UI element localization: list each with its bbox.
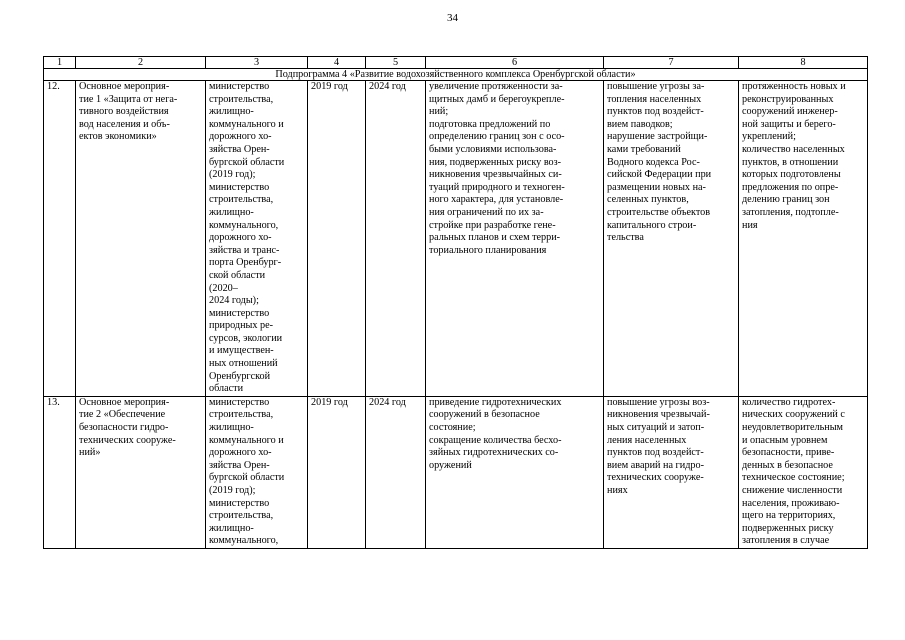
- cell-line: щитных дамб и берегоукрепле-: [429, 93, 565, 105]
- page-number: 34: [447, 12, 458, 24]
- cell-line: Водного кодекса Рос-: [607, 156, 700, 168]
- cell-line: тельства: [607, 232, 644, 244]
- cell-line: вием паводков;: [607, 118, 673, 130]
- row-number: 13.: [44, 396, 76, 548]
- cell-line: коммунального и: [209, 434, 284, 446]
- cell-line: ний;: [429, 106, 449, 118]
- column-number: 2: [76, 57, 206, 69]
- cell-line: природных ре-: [209, 320, 274, 332]
- cell-line: ториального планирования: [429, 244, 547, 256]
- cell-line: коммунального и: [209, 118, 284, 130]
- column-number: 5: [366, 57, 426, 69]
- cell-line: ных отношений: [209, 358, 278, 370]
- cell-line: делению границ зон: [742, 194, 830, 206]
- cell-line: количество гидротех-: [742, 396, 836, 408]
- cell-line: технических сооруже-: [79, 434, 176, 446]
- cell-line: пунктов под воздейст-: [607, 447, 704, 459]
- cell-line: протяженность новых и: [742, 81, 846, 92]
- cell-line: никновения чрезвычай-: [607, 409, 710, 421]
- cell-line: 2024 годы);: [209, 295, 259, 307]
- cell-line: снижение численности: [742, 485, 843, 496]
- cell-line: оружений: [429, 459, 472, 471]
- column-number: 6: [426, 57, 604, 69]
- column-number: 4: [308, 57, 366, 69]
- cell-line: нарушение застройщи-: [607, 131, 708, 143]
- cell-line: ния ограничений по их за-: [429, 206, 544, 218]
- cell-line: ектов экономики»: [79, 131, 157, 143]
- start-year-cell: 2019 год: [308, 396, 366, 548]
- cell-line: подготовка предложений по: [429, 118, 551, 130]
- expected-result-cell: [426, 81, 604, 397]
- cell-line: министерство: [209, 396, 270, 408]
- cell-line: ного характера, для установле-: [429, 194, 564, 206]
- cell-line: туаций природного и техноген-: [429, 181, 565, 193]
- column-number: 7: [604, 57, 739, 69]
- cell-line: тие 1 «Защита от нега-: [79, 93, 178, 105]
- cell-line: увеличение протяженности за-: [429, 81, 563, 92]
- column-number: 3: [206, 57, 308, 69]
- cell-line: коммунального,: [209, 535, 279, 547]
- cell-line: капитального строи-: [607, 219, 697, 231]
- cell-line: селенных пунктов,: [607, 194, 689, 206]
- consequences-cell: [604, 81, 739, 397]
- table-row: [44, 81, 868, 397]
- cell-line: ных ситуаций и затоп-: [607, 422, 705, 434]
- cell-line: жилищно-: [209, 106, 254, 118]
- cell-line: строительства,: [209, 93, 274, 105]
- cell-line: неудовлетворительным: [742, 422, 844, 434]
- cell-line: (2019 год);: [209, 169, 256, 181]
- cell-line: состояние;: [429, 422, 476, 434]
- main-event-cell: [76, 81, 206, 397]
- end-year-cell: 2024 год: [366, 396, 426, 548]
- cell-line: пунктов, в отношении: [742, 156, 839, 168]
- end-year-cell: 2024 год: [366, 81, 426, 397]
- cell-line: жилищно-: [209, 206, 254, 218]
- cell-line: технических сооруже-: [607, 472, 704, 484]
- cell-line: строительства,: [209, 409, 274, 421]
- cell-line: повышение угрозы за-: [607, 81, 705, 92]
- cell-line: зяйства Орен-: [209, 143, 270, 155]
- cell-line: размещении новых на-: [607, 181, 706, 193]
- column-number: 1: [44, 57, 76, 69]
- cell-line: ской области: [209, 269, 266, 281]
- consequences-cell: [604, 396, 739, 548]
- cell-line: зяйства Орен-: [209, 459, 270, 471]
- cell-line: затопления, подтопле-: [742, 206, 839, 218]
- cell-line: жилищно-: [209, 522, 254, 534]
- cell-line: нических сооружений с: [742, 409, 845, 421]
- cell-line: бургской области: [209, 156, 285, 168]
- cell-line: подверженных риску: [742, 522, 834, 534]
- cell-line: зяйных гидротехнических со-: [429, 447, 559, 459]
- cell-line: ний»: [79, 447, 101, 459]
- subprogram-row: [44, 69, 868, 81]
- cell-line: и опасным уровнем: [742, 434, 828, 446]
- cell-line: вием аварий на гидро-: [607, 459, 704, 471]
- cell-line: дорожного хо-: [209, 131, 272, 143]
- cell-line: тие 2 «Обеспечение: [79, 409, 166, 421]
- cell-line: Оренбургской: [209, 370, 271, 382]
- cell-line: предложения по опре-: [742, 181, 839, 193]
- expected-result-cell: [426, 396, 604, 548]
- cell-line: населения, проживаю-: [742, 497, 840, 509]
- cell-line: сооружений в безопасное: [429, 409, 540, 421]
- row-number: 12.: [44, 81, 76, 397]
- table-row: [44, 396, 868, 548]
- cell-line: повышение угрозы воз-: [607, 396, 710, 408]
- cell-line: стройке при разработке гене-: [429, 219, 556, 231]
- cell-line: дорожного хо-: [209, 447, 272, 459]
- cell-line: области: [209, 383, 244, 395]
- cell-line: безопасности гидро-: [79, 422, 169, 434]
- cell-line: сокращение количества бесхо-: [429, 434, 562, 446]
- cell-line: определению границ зон с осо-: [429, 131, 565, 143]
- cell-line: щего на территориях,: [742, 510, 836, 522]
- main-event-cell: [76, 396, 206, 548]
- cell-line: дорожного хо-: [209, 232, 272, 244]
- cell-line: министерство: [209, 81, 270, 92]
- cell-line: (2020–: [209, 282, 238, 294]
- executor-cell: [206, 81, 308, 397]
- programme-table: [43, 56, 868, 549]
- cell-line: техническое состояние;: [742, 472, 845, 484]
- start-year-cell: 2019 год: [308, 81, 366, 397]
- cell-line: сийской Федерации при: [607, 169, 712, 181]
- cell-line: топления населенных: [607, 93, 702, 105]
- cell-line: ральных планов и схем терри-: [429, 232, 561, 244]
- cell-line: вод населения и объ-: [79, 118, 170, 130]
- cell-line: министерство: [209, 307, 270, 319]
- cell-line: ния, подверженных риску воз-: [429, 156, 562, 168]
- cell-line: министерство: [209, 497, 270, 509]
- cell-line: сурсов, экологии: [209, 332, 283, 344]
- cell-line: денных в безопасное: [742, 459, 833, 471]
- cell-line: никновения чрезвычайных си-: [429, 169, 562, 181]
- executor-cell: [206, 396, 308, 548]
- cell-line: ками требований: [607, 143, 681, 155]
- cell-line: ной защиты и берего-: [742, 118, 836, 130]
- cell-line: бургской области: [209, 472, 285, 484]
- cell-line: приведение гидротехнических: [429, 396, 562, 408]
- indicators-cell: [739, 81, 868, 397]
- cell-line: порта Оренбург-: [209, 257, 282, 269]
- cell-line: (2019 год);: [209, 485, 256, 496]
- cell-line: коммунального,: [209, 219, 279, 231]
- cell-line: пунктов под воздейст-: [607, 106, 704, 118]
- cell-line: ления населенных: [607, 434, 687, 446]
- cell-line: сооружений инженер-: [742, 106, 838, 118]
- cell-line: строительства,: [209, 510, 274, 522]
- cell-line: быми условиями использова-: [429, 143, 557, 155]
- cell-line: Основное мероприя-: [79, 81, 170, 92]
- cell-line: безопасности, приве-: [742, 447, 835, 459]
- cell-line: и имуществен-: [209, 345, 274, 357]
- cell-line: Основное мероприя-: [79, 396, 170, 408]
- column-number: 8: [739, 57, 868, 69]
- cell-line: затопления в случае: [742, 535, 830, 547]
- cell-line: зяйства и транс-: [209, 244, 280, 256]
- subprogram-title: Подпрограмма 4 «Развитие водохозяйственного комплекса Оренбургской области»: [44, 69, 868, 81]
- cell-line: жилищно-: [209, 422, 254, 434]
- cell-line: ниях: [607, 485, 628, 496]
- cell-line: количество населенных: [742, 143, 845, 155]
- cell-line: укреплений;: [742, 131, 796, 143]
- cell-line: реконструированных: [742, 93, 834, 105]
- cell-line: которых подготовлены: [742, 169, 841, 181]
- cell-line: ния: [742, 219, 758, 231]
- cell-line: строительстве объектов: [607, 206, 711, 218]
- cell-line: строительства,: [209, 194, 274, 206]
- indicators-cell: [739, 396, 868, 548]
- cell-line: тивного воздействия: [79, 106, 169, 118]
- column-number-row: [44, 57, 868, 69]
- cell-line: министерство: [209, 181, 270, 193]
